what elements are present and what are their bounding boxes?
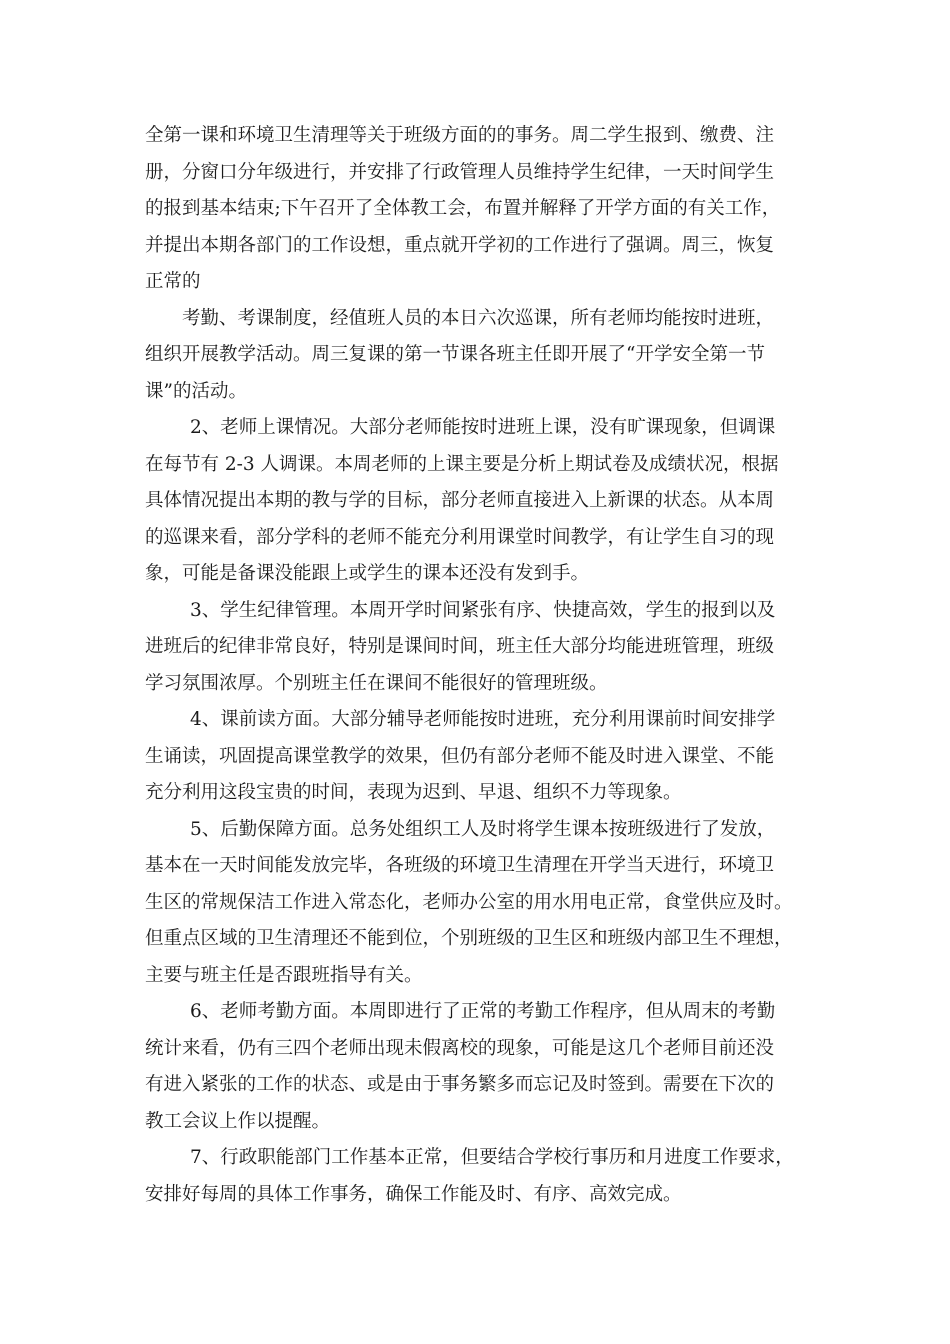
text-line: 正常的 — [145, 271, 201, 292]
text-line: 有进入紧张的工作的状态、或是由于事务繁多而忘记及时签到。需要在下次的 — [145, 1074, 775, 1095]
text-line: 课”的活动。 — [145, 380, 247, 402]
text-line: 象，可能是备课没能跟上或学生的课本还没有发到手。 — [145, 563, 590, 584]
text-line: 充分利用这段宝贵的时间，表现为迟到、早退、组织不力等现象。 — [145, 782, 682, 803]
text-line: 统计来看，仍有三四个老师出现未假离校的现象，可能是这几个老师目前还没 — [145, 1037, 775, 1059]
text-line: 学习氛围浓厚。个别班主任在课间不能很好的管理班级。 — [145, 672, 608, 694]
paragraph-item-2 — [145, 410, 815, 593]
paragraph-item-5 — [145, 812, 815, 995]
text-line: 在每节有 2-3 人调课。本周老师的上课主要是分析上期试卷及成绩状况，根据 — [145, 453, 779, 475]
text-line: 5、后勤保障方面。总务处组织工人及时将学生课本按班级进行了发放， — [190, 818, 776, 840]
paragraph-item-3 — [145, 593, 815, 703]
text-line: 但重点区域的卫生清理还不能到位，个别班级的卫生区和班级内部卫生不理想， — [145, 928, 793, 949]
paragraph-item-7 — [145, 1140, 815, 1213]
text-line: 考勤、考课制度，经值班人员的本日六次巡课，所有老师均能按时进班， — [182, 307, 775, 329]
text-line: 册，分窗口分年级进行，并安排了行政管理人员维持学生纪律，一天时间学生 — [145, 161, 775, 183]
text-line: 组织开展教学活动。周三复课的第一节课各班主任即开展了“开学安全第一节 — [145, 344, 765, 365]
text-line: 6、老师考勤方面。本周即进行了正常的考勤工作程序，但从周末的考勤 — [190, 1001, 776, 1022]
text-line: 2、老师上课情况。大部分老师能按时进班上课，没有旷课现象，但调课 — [190, 417, 776, 438]
text-line: 的报到基本结束;下午召开了全体教工会，布置并解释了开学方面的有关工作， — [145, 198, 781, 219]
text-line: 教工会议上作以提醒。 — [145, 1110, 331, 1132]
text-line: 具体情况提出本期的教与学的目标，部分老师直接进入上新课的状态。从本周 — [145, 490, 775, 511]
paragraph-1 — [145, 118, 815, 301]
paragraph-2 — [145, 301, 815, 411]
paragraph-item-6 — [145, 994, 815, 1140]
text-line: 4、课前读方面。大部分辅导老师能按时进班，充分利用课前时间安排学 — [190, 709, 776, 730]
paragraph-item-4 — [145, 702, 815, 812]
text-line: 基本在一天时间能发放完毕，各班级的环境卫生清理在开学当天进行，环境卫 — [145, 855, 775, 876]
text-line: 主要与班主任是否跟班指导有关。 — [145, 964, 423, 986]
text-line: 3、学生纪律管理。本周开学时间紧张有序、快捷高效，学生的报到以及 — [190, 599, 776, 621]
text-line: 安排好每周的具体工作事务，确保工作能及时、有序、高效完成。 — [145, 1183, 682, 1205]
text-line: 进班后的纪律非常良好，特别是课间时间，班主任大部分均能进班管理，班级 — [145, 636, 775, 657]
text-line: 并提出本期各部门的工作设想，重点就开学初的工作进行了强调。周三，恢复 — [145, 234, 775, 256]
document-body — [145, 118, 815, 1213]
text-line: 的巡课来看，部分学科的老师不能充分利用课堂时间教学，有让学生自习的现 — [145, 526, 775, 548]
text-line: 7、行政职能部门工作基本正常，但要结合学校行事历和月进度工作要求， — [190, 1147, 794, 1168]
text-line: 生诵读，巩固提高课堂教学的效果，但仍有部分老师不能及时进入课堂、不能 — [145, 745, 775, 767]
text-line: 生区的常规保洁工作进入常态化，老师办公室的用水用电正常，食堂供应及时。 — [145, 891, 793, 913]
text-line: 全第一课和环境卫生清理等关于班级方面的的事务。周二学生报到、缴费、注 — [145, 125, 775, 146]
